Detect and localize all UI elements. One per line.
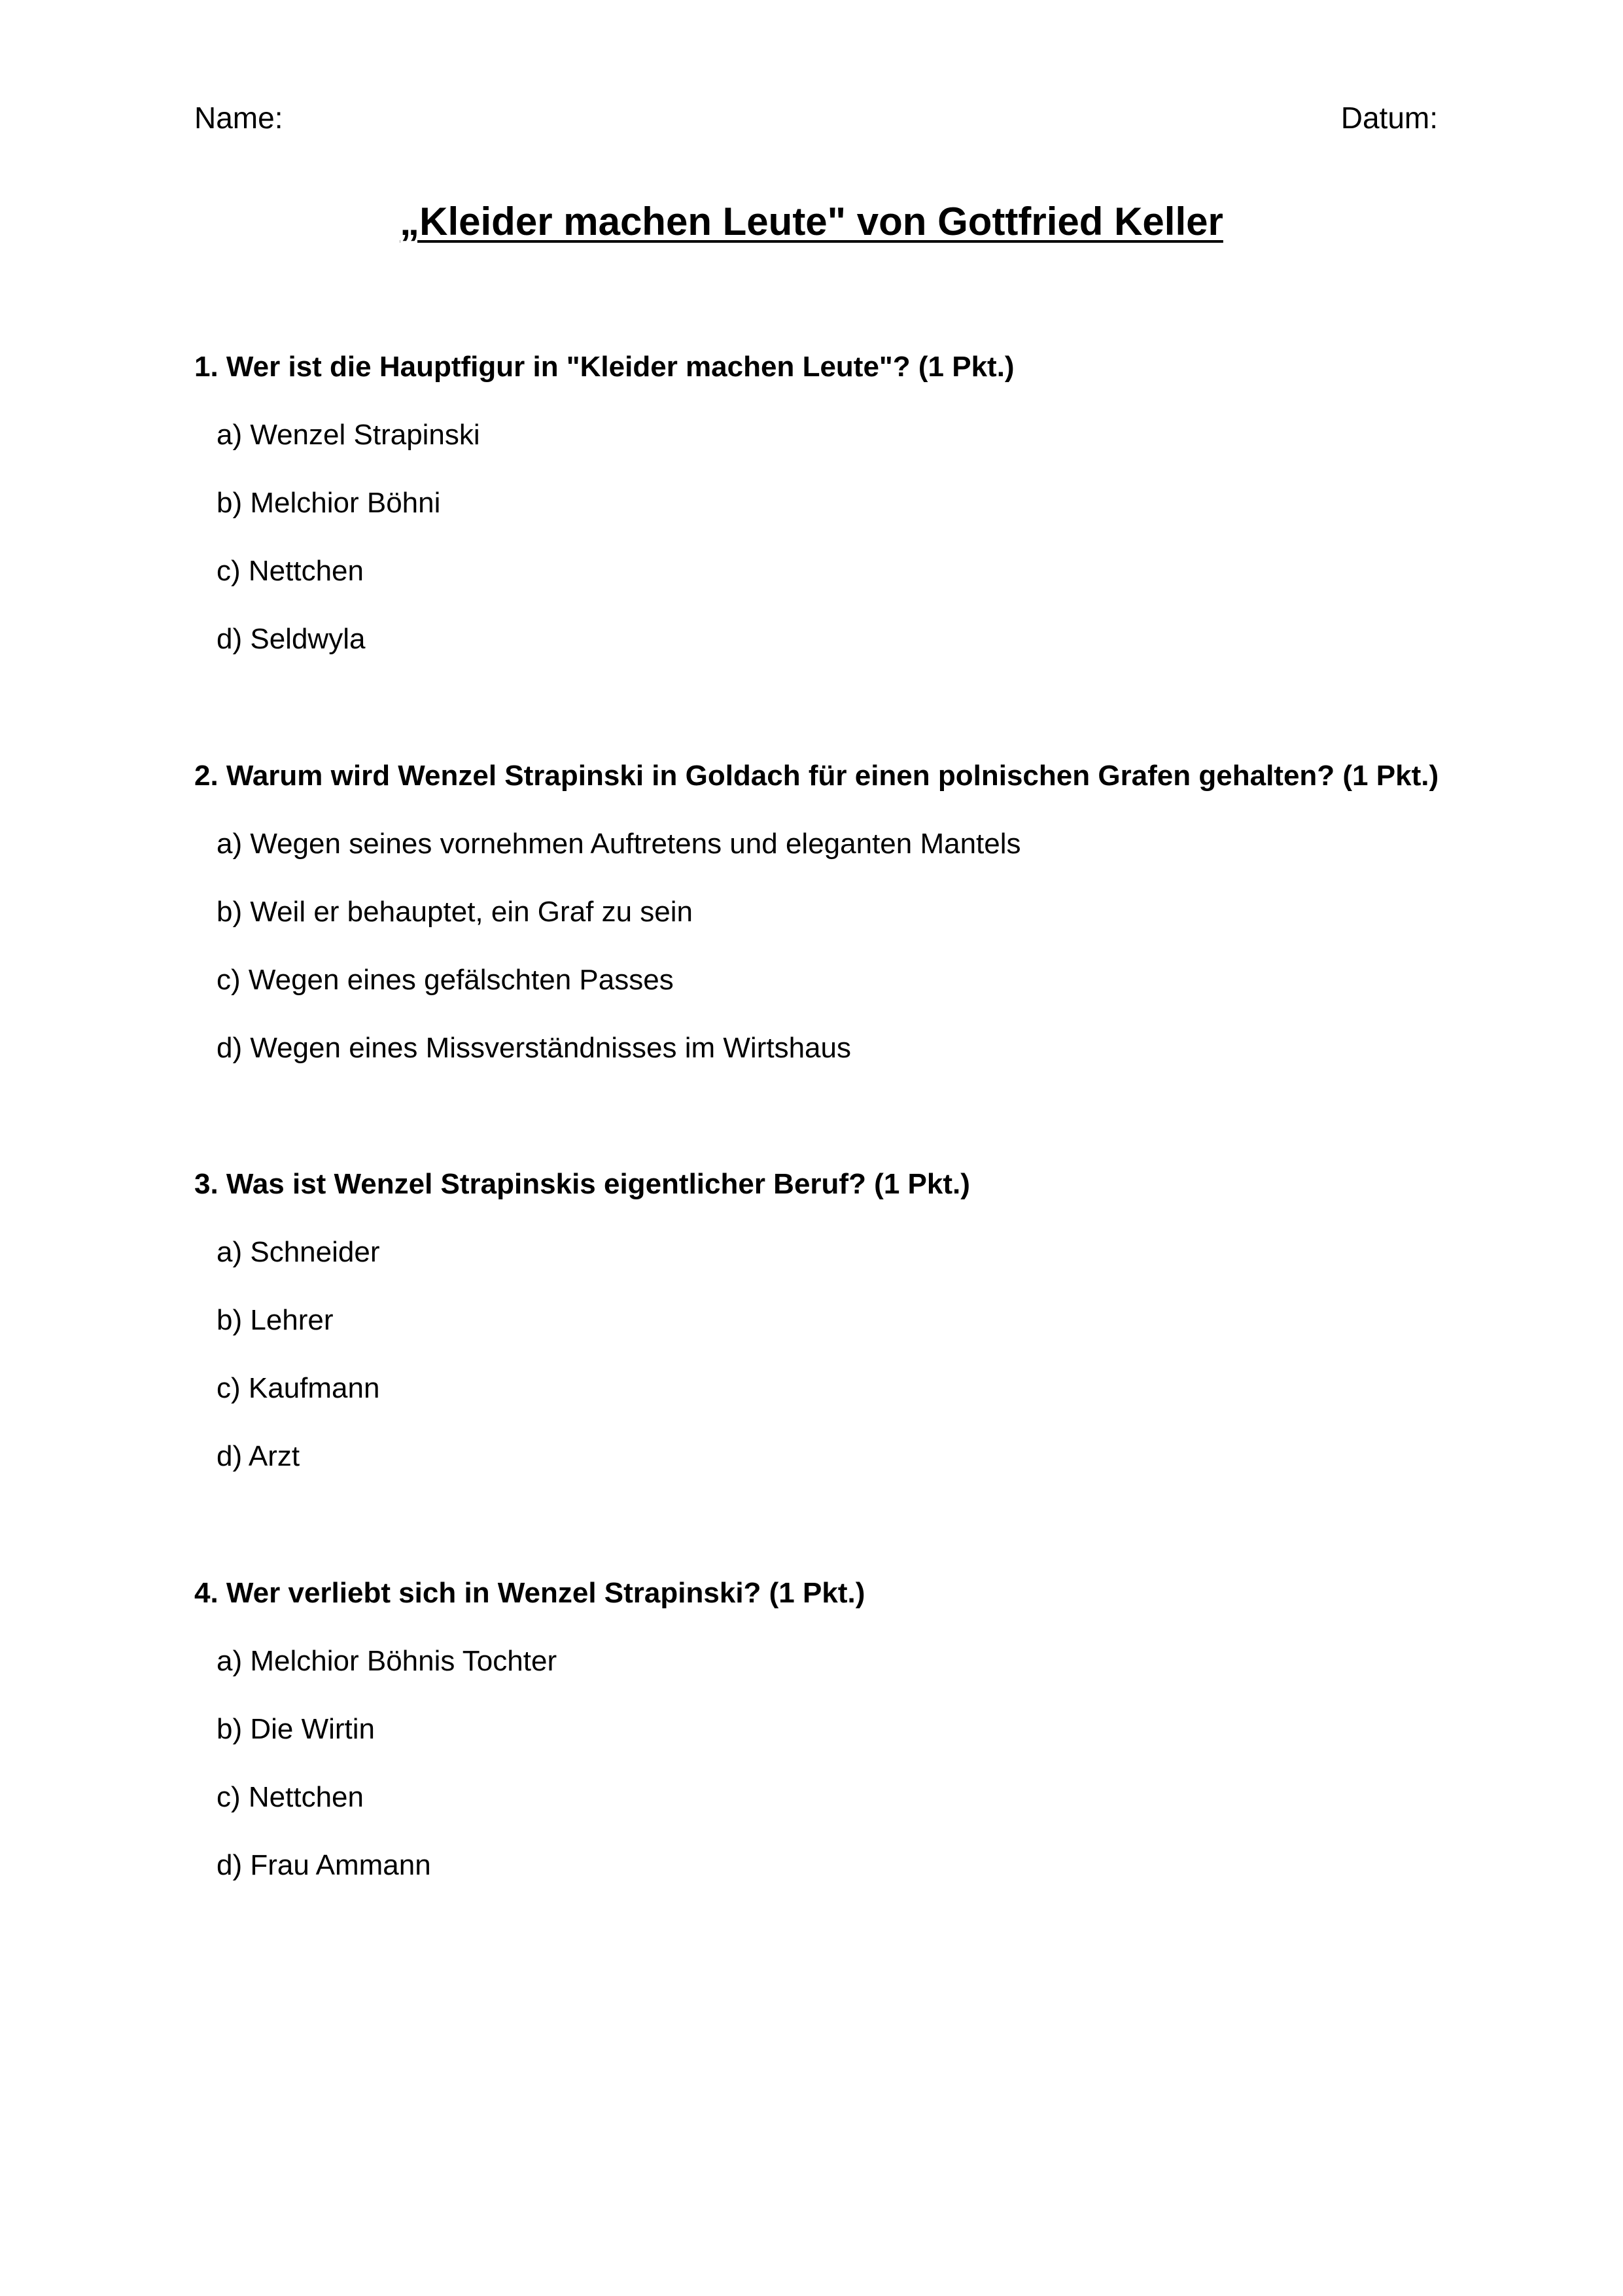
question-2 [194, 758, 1470, 1067]
answer-option-d: d) Wegen eines Missverständnisses im Wirtshaus [217, 1032, 851, 1064]
answer-options [194, 826, 1470, 1067]
date-label: Datum: [1340, 101, 1438, 135]
question-text: 2. Warum wird Wenzel Strapinski in Goldach für einen polnischen Grafen gehalten? (1 Pkt.) [194, 760, 1439, 792]
answer-option-b: b) Melchior Böhni [217, 487, 441, 519]
question-3 [194, 1166, 1470, 1475]
answer-option-d: d) Frau Ammann [217, 1849, 431, 1881]
answer-options [194, 417, 1470, 658]
name-label: Name: [194, 101, 283, 135]
answer-option-a: a) Melchior Böhnis Tochter [217, 1645, 557, 1677]
answer-option-c: c) Kaufmann [217, 1372, 380, 1404]
question-text: 4. Wer verliebt sich in Wenzel Strapinski? (1 Pkt.) [194, 1577, 865, 1609]
answer-option-c: c) Wegen eines gefälschten Passes [217, 964, 674, 996]
question-text: 3. Was ist Wenzel Strapinskis eigentlicher Beruf? (1 Pkt.) [194, 1168, 970, 1200]
answer-option-c: c) Nettchen [217, 555, 364, 587]
answer-options [194, 1643, 1470, 1884]
answer-options [194, 1234, 1470, 1475]
answer-option-b: b) Lehrer [217, 1304, 334, 1336]
answer-option-c: c) Nettchen [217, 1781, 364, 1813]
question-text: 1. Wer ist die Hauptfigur in "Kleider machen Leute"? (1 Pkt.) [194, 351, 1015, 383]
answer-option-b: b) Die Wirtin [217, 1713, 375, 1745]
worksheet-title: „Kleider machen Leute" von Gottfried Keller [400, 200, 1223, 243]
question-4 [194, 1575, 1470, 1884]
answer-option-a: a) Wenzel Strapinski [217, 419, 480, 451]
answer-option-d: d) Seldwyla [217, 623, 366, 655]
answer-option-d: d) Arzt [217, 1440, 300, 1472]
answer-option-a: a) Schneider [217, 1236, 380, 1268]
answer-option-b: b) Weil er behauptet, ein Graf zu sein [217, 896, 693, 928]
answer-option-a: a) Wegen seines vornehmen Auftretens und eleganten Mantels [217, 828, 1021, 860]
question-1 [194, 349, 1470, 658]
